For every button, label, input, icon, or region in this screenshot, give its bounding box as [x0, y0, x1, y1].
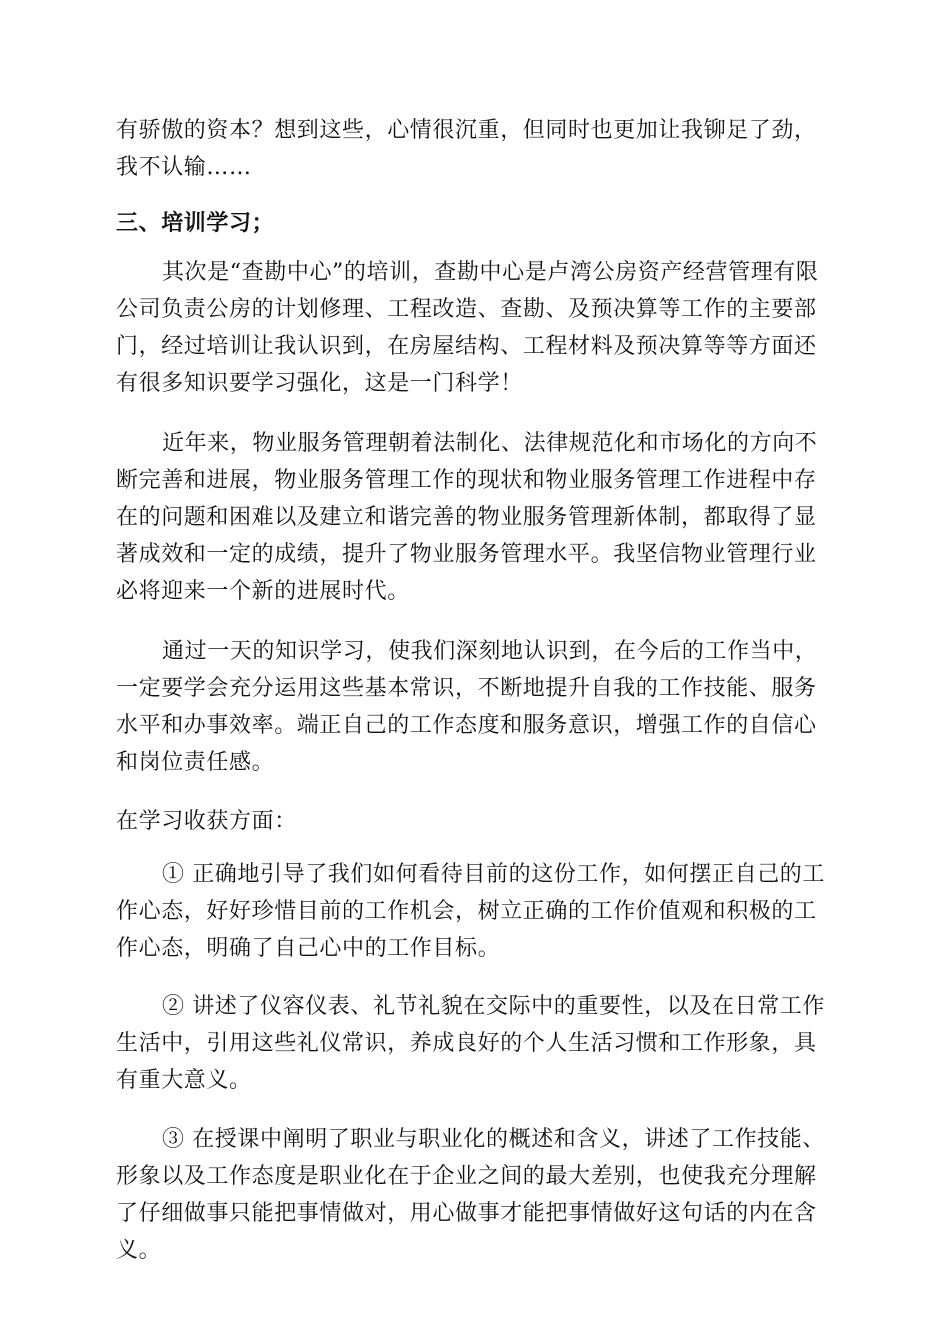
paragraph-continued: 有骄傲的资本？想到这些，心情很沉重，但同时也更加让我铆足了劲，我不认输…… [116, 118, 817, 180]
paragraph-recent-years: 近年来，物业服务管理朝着法制化、法律规范化和市场化的方向不断完善和进展，物业服务管理工作的现状和物业服务管理工作进程中存在的问题和困难以及建立和谐完善的物业服务管理新体制，都取得了显著成效和一定的成绩，提升了物业服务管理水平。我坚信物业管理行业必将迎来一个新的进展时代。 [116, 431, 818, 604]
paragraph-one-day: 通过一天的知识学习，使我们深刻地认识到，在今后的工作当中，一定要学会充分运用这些基本常识，不断地提升自我的工作技能、服务水平和办事效率。端正自己的工作态度和服务意识，增强工作的自信心和岗位责任感。 [116, 639, 818, 775]
list-item-2: ② 讲述了仪容仪表、礼节礼貌在交际中的重要性，以及在日常工作生活中，引用这些礼仪常识，养成良好的个人生活习惯和工作形象，具有重大意义。 [116, 994, 825, 1093]
paragraph-gains-label: 在学习收获方面： [116, 809, 297, 834]
list-item-1: ① 正确地引导了我们如何看待目前的这份工作，如何摆正自己的工作心态，好好珍惜目前的工作机会，树立正确的工作价值观和积极的工作心态，明确了自己心中的工作目标。 [116, 862, 825, 961]
list-item-3: ③ 在授课中阐明了职业与职业化的概述和含义，讲述了工作技能、形象以及工作态度是职业化在于企业之间的最大差别，也使我充分理解了仔细做事只能把事情做对，用心做事才能把事情做好这句话的内在含义。 [116, 1127, 825, 1263]
paragraph-survey-center: 其次是“查勘中心”的培训，查勘中心是卢湾公房资产经营管理有限公司负责公房的计划修理、工程改造、查勘、及预决算等工作的主要部门，经过培训让我认识到，在房屋结构、工程材料及预决算等等方面还有很多知识要学习强化，这是一门科学！ [116, 260, 819, 396]
section-heading: 三、培训学习； [116, 211, 275, 236]
